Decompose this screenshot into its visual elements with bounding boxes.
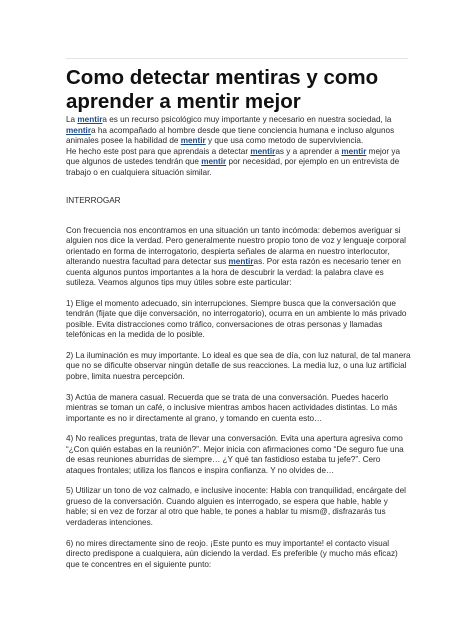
tip-4: 4) No realices preguntas, trata de llevar una conversación. Evita una apertura agresiva como “¿Con quién estabas en la reunión?”. Mejor inicia con afirmaciones como “De seguro fue una de esas reuniones aburridas de siempre… ¿Y qué tan fastidioso estaba tu jefe?”. Cero ataques frontales; utiliza los flancos e inspira confianza. Y no olvides de… (66, 434, 404, 475)
keyword-link[interactable]: mentir (201, 157, 227, 166)
tip-6: 6) no mires directamente sino de reojo. ¡Este punto es muy importante! el contacto visual directo predispone a cualquiera, aún diciendo la verdad. Es preferible (y mucho más eficaz) que te concentres en el siguiente punto: (66, 538, 398, 569)
text-span: por necesidad, por ejemplo en un entrevista de trabajo o en cualquiera situación similar. (66, 157, 400, 177)
text-span: Con frecuencia nos encontramos en una situación un tanto incómoda: debemos averiguar si alguien nos dice la verdad. Pero generalmente nuestro propio tono de voz y lenguaje corporal orientado en forma de interrogatorio, despierta señales de alarma en nuestro interlocutor, alterando nuestra facultad para detectar sus (66, 225, 407, 266)
section-heading: INTERROGAR (66, 196, 121, 205)
intro-paragraph-1 (66, 115, 411, 147)
document-body (66, 115, 411, 580)
intro-paragraph-2 (66, 147, 411, 179)
tip-1: 1) Elige el momento adecuado, sin interrupciones. Siempre busca que la conversación que tendrán (fijate que dije conversación, no interrogatorio), ocurra en un ambiente lo más privado posible. Evita distracciones como tráfico, conversaciones de otras personas y llamadas telefónicas en la medida de lo posible. (66, 298, 407, 340)
text-span: La (66, 115, 78, 124)
keyword-link[interactable]: mentir (180, 136, 206, 145)
top-divider (66, 58, 408, 59)
text-span: a ha acompañado al hombre desde que tiene conciencia humana e incluso algunos animales posee la habilidad de (66, 125, 395, 145)
text-span: as y a aprender a (275, 146, 342, 156)
keyword-link[interactable]: mentir (77, 115, 103, 124)
keyword-link[interactable]: mentir (228, 257, 254, 266)
keyword-link[interactable]: mentir (250, 146, 276, 156)
paragraph-intro-interrogar (66, 226, 411, 289)
page-title: Como detectar mentiras y como aprender a mentir mejor (66, 66, 379, 113)
tip-5: 5) Utilizar un tono de voz calmado, e inclusive inocente: Habla con tranquilidad, encárgate del grueso de la conversación. Cuando alguien es interrogado, se espera que hable, hable y hable; si en vez de forzar al otro que hable, te pones a hablar tu mism@, disfrazarás tus verdaderas intenciones. (66, 486, 406, 527)
text-span: a es un recurso psicológico muy importante y necesario en nuestra sociedad, la (102, 115, 392, 124)
keyword-link[interactable]: mentir (341, 146, 367, 156)
tip-2: 2) La iluminación es muy importante. Lo ideal es que sea de día, con luz natural, de tal manera que no se dificulte observar ningún detalle de sus reacciones. La media luz, o una luz artificial pobre, limita nuestra percepción. (66, 350, 411, 381)
text-span: He hecho este post para que aprendais a detectar (66, 146, 251, 156)
keyword-link[interactable]: mentir (66, 125, 92, 135)
text-span: y que usa como metodo de superviviencia. (205, 136, 364, 145)
text-span: mejor ya que algunos de ustedes tendrán que (66, 146, 401, 166)
tip-3: 3) Actúa de manera casual. Recuerda que se trata de una conversación. Puedes hacerlo mientras se toman un café, o inclusive mientras ambos hacen actividades distintas. Lo más importante es no ir directamente al grano, y tomando en cuenta esto… (66, 392, 398, 423)
text-span: as. Por esta razón es necesario tener en cuenta algunos puntos importantes a la hora de descubrir la verdad: la palabra clave es sutileza. Veamos algunos tips muy útiles sobre este particular: (66, 257, 401, 287)
